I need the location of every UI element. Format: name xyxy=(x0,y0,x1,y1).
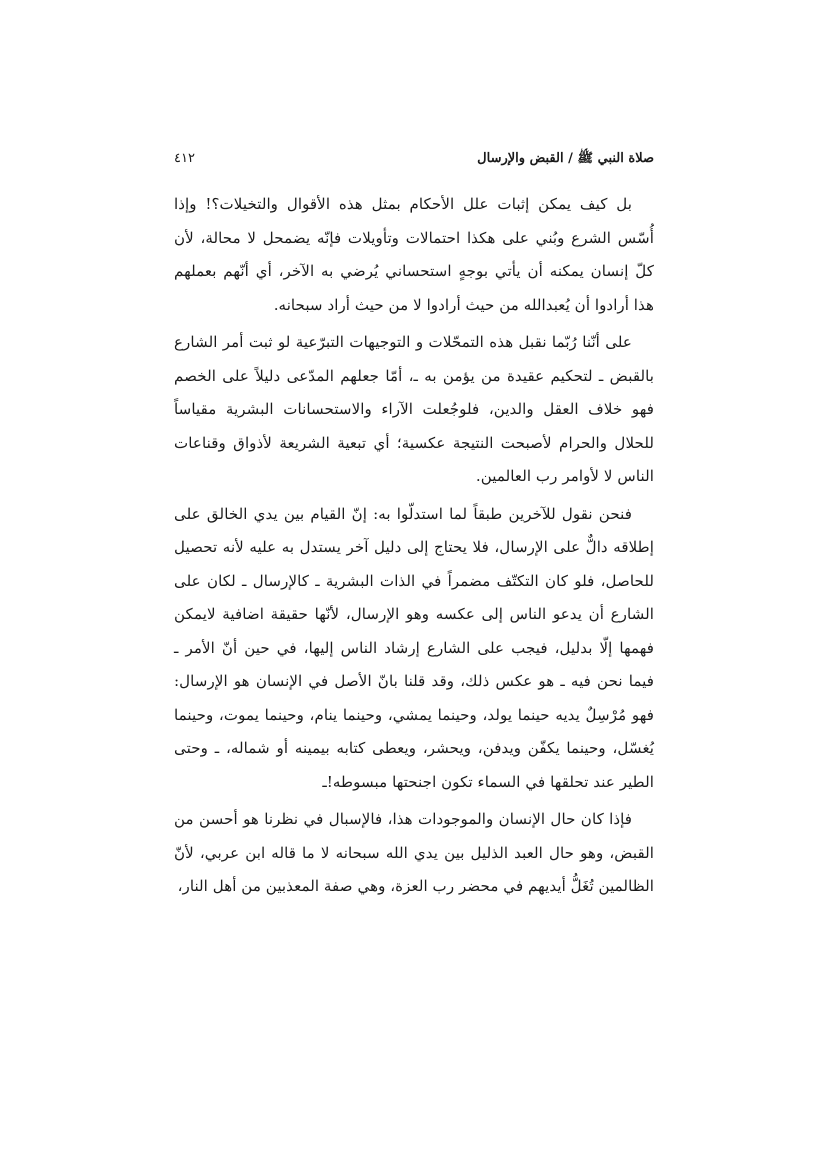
page-number: ٤١٢ xyxy=(174,151,195,166)
running-head-title: صلاة النبي ﷺ / القبض والإرسال xyxy=(477,151,654,166)
page-body xyxy=(174,188,654,904)
paragraph-3: فنحن نقول للآخرين طبقاً لما استدلّوا به: إنّ القيام بين يدي الخالق على إطلاقه دالٌّ على الإرسال، فلا يحتاج إلى دليل آخر يستدل به عليه لأنه تحصيل للحاصل، فلو كان التكتّف مضمراً في الذات البشرية ـ كالإرسال ـ لكان على الشارع أن يدعو الناس إلى عكسه وهو الإرسال، لأنّها حقيقة اضافية لايمكن فهمها إلّا بدليل، فيجب على الشارع إرشاد الناس إليها، في حين أنّ الأمر ـ فيما نحن فيه ـ هو عكس ذلك، وقد قلنا بانّ الأصل في الإنسان هو الإرسال: فهو مُرْسِلٌ يديه حينما يولد، وحينما يمشي، وحينما ينام، وحينما يموت، وحينما يُغسّل، وحينما يكفّن ويدفن، ويحشر، ويعطى كتابه بيمينه أو شماله، ـ وحتى الطير عند تحلقها في السماء تكون اجنحتها مبسوطه!ـ xyxy=(174,504,654,791)
paragraph-4: فإذا كان حال الإنسان والموجودات هذا، فالإسبال في نظرنا هو أحسن من القبض، وهو حال العبد الذليل بين يدي الله سبحانه لا ما قاله ابن عربي، لأنّ الظالمين تُغَلُّ أيديهم في محضر رب العزة، وهي صفة المعذبين من أهل النار، xyxy=(174,810,654,895)
paragraph-2: على أنّنا رُبّما نقبل هذه التمحّلات و التوجيهات التبرّعية لو ثبت أمر الشارع بالقبض ـ لتحكيم عقيدة من يؤمن به ـ، أمّا جعلهم المدّعى دليلاً على الخصم فهو خلاف العقل والدين، فلوجُعلت الآراء والاستحسانات البشرية مقياساً للحلال والحرام لأصبحت النتيجة عكسية؛ أي تبعية الشريعة لأذواق وقناعات الناس لا لأوامر رب العالمين. xyxy=(174,333,654,485)
paragraph-1: بل كيف يمكن إثبات علل الأحكام بمثل هذه الأقوال والتخيلات؟! وإذا أُسّس الشرع وبُني على هكذا احتمالات وتأويلات فإنّه يضمحل لا محالة، لأن كلّ إنسان يمكنه أن يأتي بوجهٍ استحساني يُرضي به الآخر، أي أنّهم بعملهم هذا أرادوا أن يُعبدالله من حيث أرادوا لا من حيث أراد سبحانه. xyxy=(174,195,654,314)
running-head xyxy=(174,150,654,172)
book-page xyxy=(174,150,654,908)
